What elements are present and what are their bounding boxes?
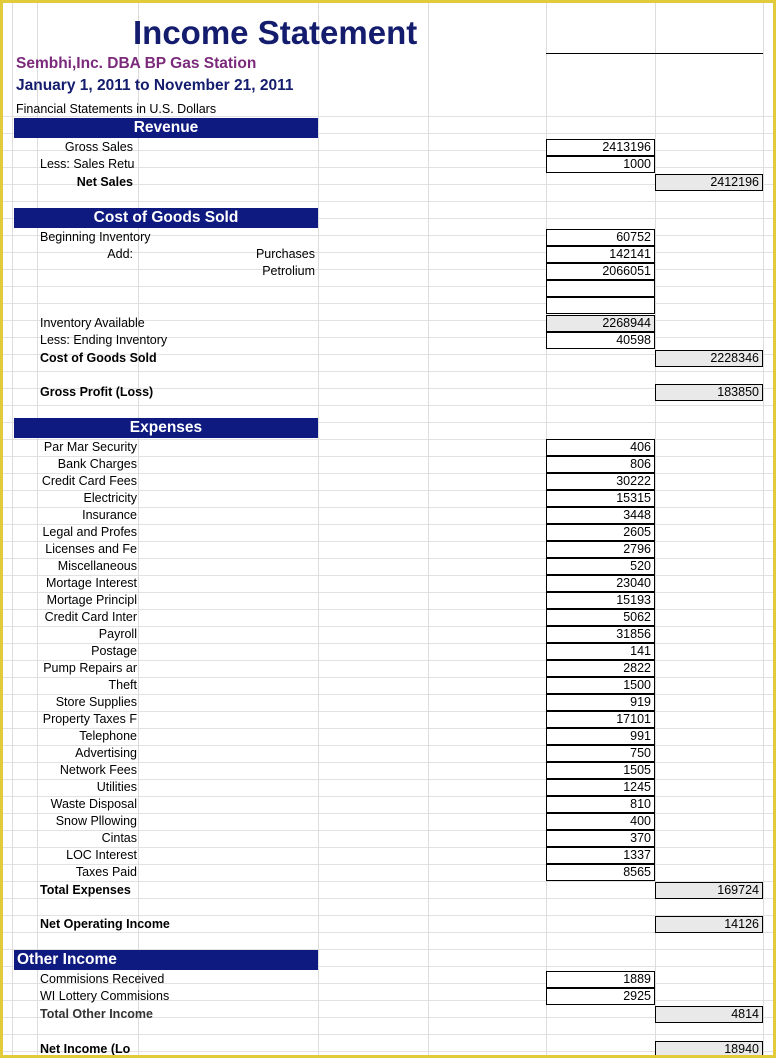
cogs-total-label: Cost of Goods Sold (40, 351, 157, 365)
add-label: Add: (107, 247, 133, 261)
expense-value[interactable]: 1500 (546, 677, 655, 694)
expense-label: Bank Charges (57, 457, 137, 471)
expense-value[interactable]: 17101 (546, 711, 655, 728)
company-name: Sembhi,Inc. DBA BP Gas Station (16, 55, 257, 72)
expense-value[interactable]: 806 (546, 456, 655, 473)
gridline (37, 3, 38, 1055)
empty-cost-cell[interactable] (546, 297, 655, 314)
row-gridline (3, 269, 773, 270)
expense-value[interactable]: 5062 (546, 609, 655, 626)
expense-value[interactable]: 919 (546, 694, 655, 711)
expense-label: Electricity (83, 491, 137, 505)
cogs-total-value[interactable]: 2228346 (655, 350, 763, 367)
net-operating-income-label: Net Operating Income (40, 917, 170, 931)
expense-label: Payroll (98, 627, 137, 641)
revenue-heading: Revenue (14, 118, 318, 138)
net-operating-income-value[interactable]: 14126 (655, 916, 763, 933)
row-gridline (3, 405, 773, 406)
row-gridline (3, 303, 773, 304)
empty-cost-cell[interactable] (546, 280, 655, 297)
other-income-label: WI Lottery Commisions (40, 989, 170, 1003)
expense-label: Snow Pllowing (55, 814, 137, 828)
ending-inventory-value[interactable]: 40598 (546, 332, 655, 349)
total-expenses-value[interactable]: 169724 (655, 882, 763, 899)
expense-value[interactable]: 23040 (546, 575, 655, 592)
expense-value[interactable]: 15315 (546, 490, 655, 507)
reporting-period: January 1, 2011 to November 21, 2011 (16, 77, 294, 94)
expense-label: Miscellaneous (57, 559, 137, 573)
cogs-heading: Cost of Goods Sold (14, 208, 318, 228)
expense-value[interactable]: 1337 (546, 847, 655, 864)
gridline (138, 3, 139, 1055)
expense-value[interactable]: 370 (546, 830, 655, 847)
purchases-label: Purchases (255, 247, 315, 261)
gridline (12, 3, 13, 1055)
expense-value[interactable]: 31856 (546, 626, 655, 643)
gross-sales-label: Gross Sales (64, 140, 133, 154)
beginning-inventory-label: Beginning Inventory (40, 230, 151, 244)
expense-label: Theft (108, 678, 137, 692)
expense-label: Property Taxes F (42, 712, 137, 726)
expense-label: Pump Repairs ar (43, 661, 137, 675)
expense-value[interactable]: 3448 (546, 507, 655, 524)
row-gridline (3, 286, 773, 287)
sales-returns-value[interactable]: 1000 (546, 156, 655, 173)
expense-label: Taxes Paid (75, 865, 137, 879)
expense-label: Mortage Principl (46, 593, 137, 607)
inventory-available-label: Inventory Available (40, 316, 145, 330)
expense-value[interactable]: 1245 (546, 779, 655, 796)
expense-label: Mortage Interest (45, 576, 137, 590)
row-gridline (3, 1034, 773, 1035)
expense-label: Postage (91, 644, 137, 658)
page-title: Income Statement (133, 14, 418, 51)
expenses-heading: Expenses (14, 418, 318, 438)
row-gridline (3, 371, 773, 372)
expense-label: Waste Disposal (50, 797, 137, 811)
gridline (428, 3, 429, 1055)
other-income-value[interactable]: 2925 (546, 988, 655, 1005)
purchases-value[interactable]: 142141 (546, 246, 655, 263)
expense-value[interactable]: 406 (546, 439, 655, 456)
expense-label: Store Supplies (55, 695, 137, 709)
other-income-label: Commisions Received (40, 972, 165, 986)
net-income-value[interactable]: 18940 (655, 1041, 763, 1058)
expense-value[interactable]: 2796 (546, 541, 655, 558)
gridline (318, 3, 319, 1055)
total-other-income-value[interactable]: 4814 (655, 1006, 763, 1023)
expense-label: Utilities (96, 780, 137, 794)
petrolium-label: Petrolium (262, 264, 315, 278)
expense-label: Legal and Profes (42, 525, 137, 539)
expense-label: Cintas (101, 831, 137, 845)
expense-value[interactable]: 810 (546, 796, 655, 813)
expense-label: Telephone (79, 729, 137, 743)
beginning-inventory-value[interactable]: 60752 (546, 229, 655, 246)
expense-value[interactable]: 15193 (546, 592, 655, 609)
gross-profit-value[interactable]: 183850 (655, 384, 763, 401)
gross-profit-label: Gross Profit (Loss) (40, 385, 154, 399)
expense-value[interactable]: 8565 (546, 864, 655, 881)
sales-returns-label: Less: Sales Retu (40, 157, 135, 171)
expense-label: Advertising (75, 746, 137, 760)
total-other-income-label: Total Other Income (40, 1007, 153, 1021)
other-income-value[interactable]: 1889 (546, 971, 655, 988)
inventory-available-value[interactable]: 2268944 (546, 315, 655, 332)
expense-value[interactable]: 750 (546, 745, 655, 762)
header-rule (546, 53, 763, 54)
expense-label: Credit Card Inter (44, 610, 137, 624)
currency-note: Financial Statements in U.S. Dollars (16, 102, 217, 116)
other-income-heading: Other Income (14, 950, 318, 970)
ending-inventory-label: Less: Ending Inventory (40, 333, 168, 347)
expense-value[interactable]: 991 (546, 728, 655, 745)
net-sales-label: Net Sales (76, 175, 133, 189)
expense-label: Credit Card Fees (41, 474, 137, 488)
expense-label: Licenses and Fe (45, 542, 137, 556)
gross-sales-value[interactable]: 2413196 (546, 139, 655, 156)
expense-value[interactable]: 2822 (546, 660, 655, 677)
net-sales-value[interactable]: 2412196 (655, 174, 763, 191)
expense-label: Insurance (82, 508, 137, 522)
petrolium-value[interactable]: 2066051 (546, 263, 655, 280)
gridline (763, 3, 764, 1055)
row-gridline (3, 201, 773, 202)
expense-value[interactable]: 520 (546, 558, 655, 575)
expense-value[interactable]: 2605 (546, 524, 655, 541)
expense-label: LOC Interest (66, 848, 137, 862)
net-income-label: Net Income (Lo (40, 1042, 131, 1056)
expense-value[interactable]: 30222 (546, 473, 655, 490)
expense-value[interactable]: 400 (546, 813, 655, 830)
expense-value[interactable]: 1505 (546, 762, 655, 779)
expense-value[interactable]: 141 (546, 643, 655, 660)
total-expenses-label: Total Expenses (40, 883, 131, 897)
expense-label: Par Mar Security (43, 440, 137, 454)
expense-label: Network Fees (59, 763, 137, 777)
